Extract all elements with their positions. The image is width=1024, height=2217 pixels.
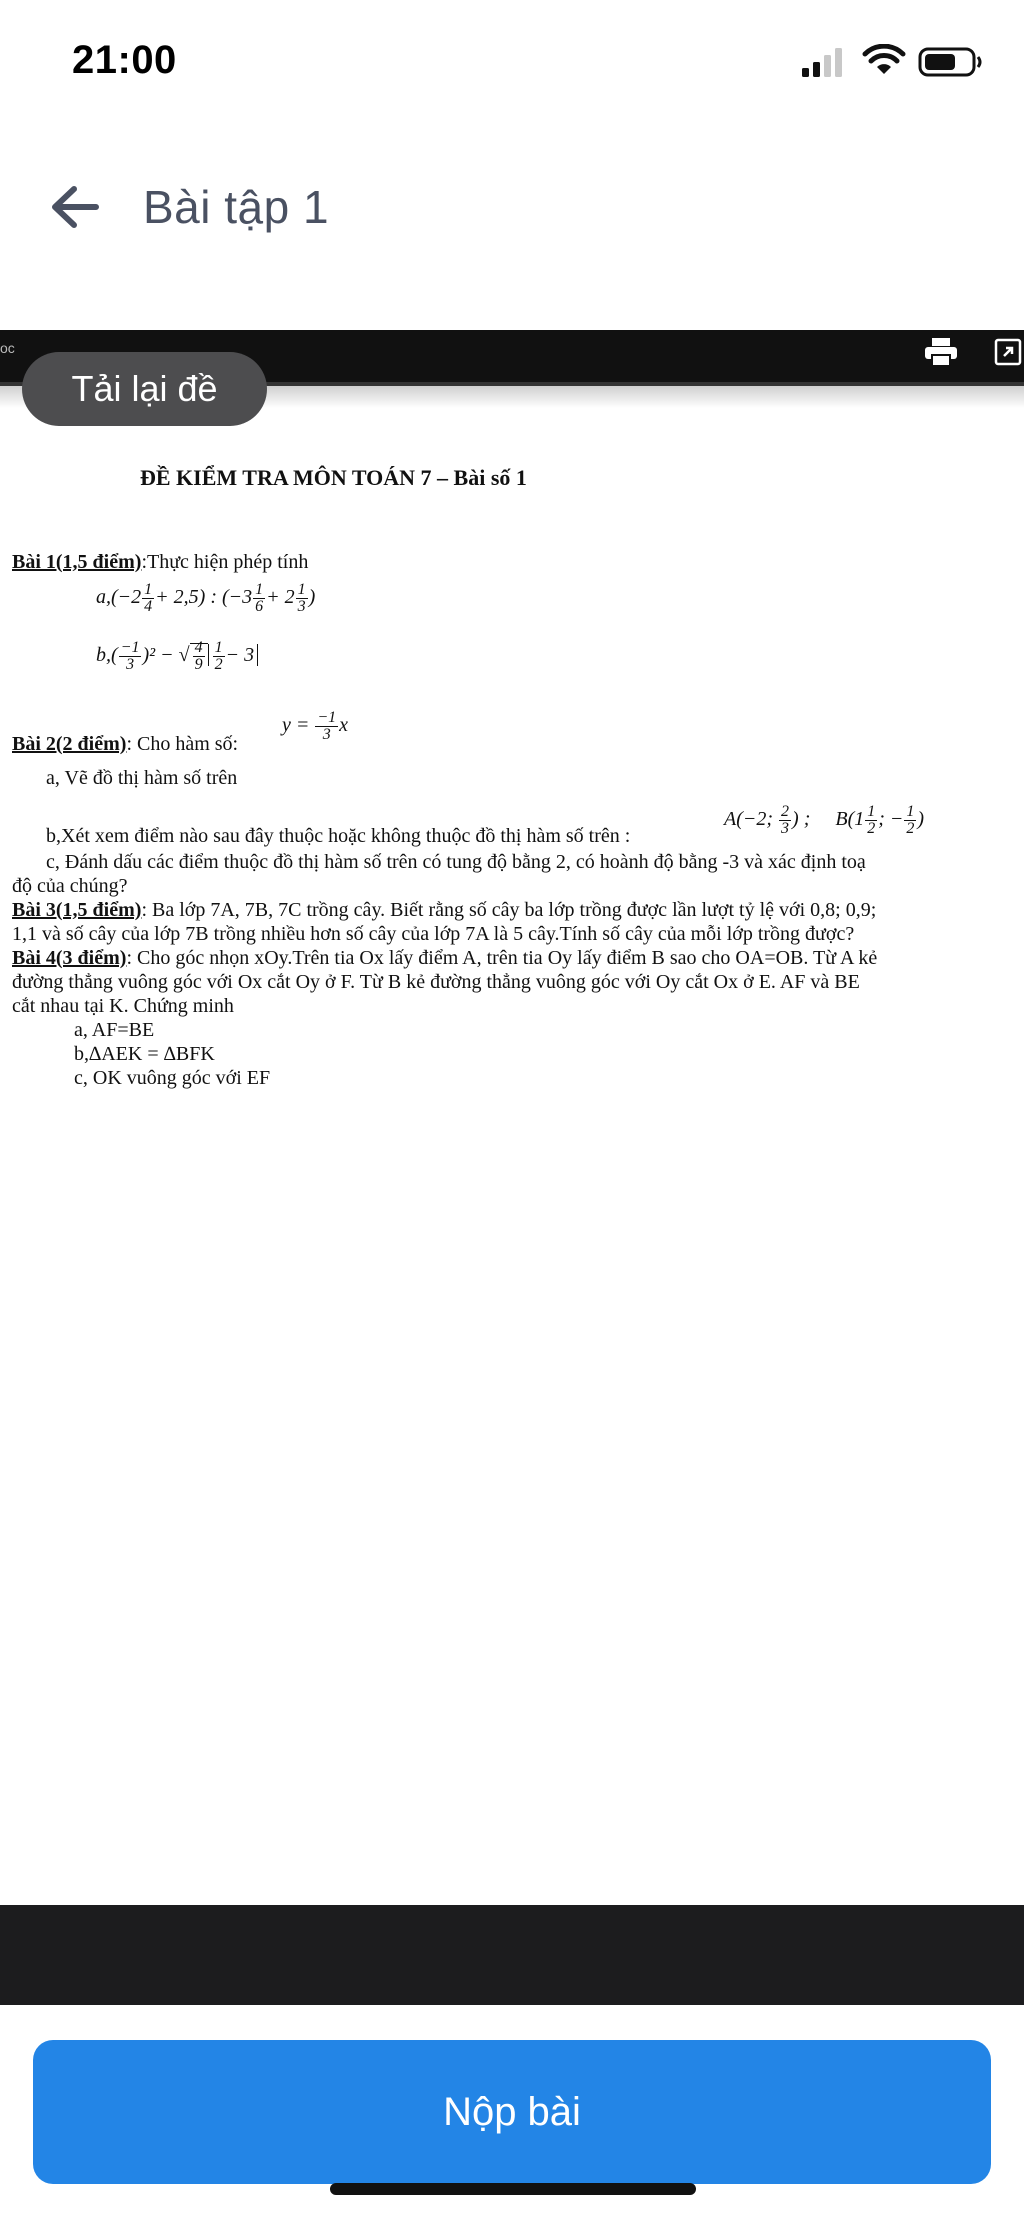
bai3-heading: Bài 3(1,5 điểm): [12, 899, 142, 921]
bai4-line1: [12, 946, 877, 970]
bai2-c2: độ của chúng?: [12, 875, 128, 897]
status-bar: [0, 0, 1024, 130]
bai2-a: a, Vẽ đồ thị hàm số trên: [46, 767, 238, 789]
reload-exam-button[interactable]: Tải lại đề: [22, 352, 267, 426]
bai1-expr-b: b,( $\frac{-1}{3}$ )² − √ $\frac{4}{9}$ $\frac{1}{2}$ − 3: [96, 640, 258, 673]
bai1-line: [12, 550, 308, 574]
bai2-b: b,Xét xem điểm nào sau đây thuộc hoặc không thuộc đồ thị hàm số trên :: [46, 825, 631, 847]
home-indicator: [330, 2183, 696, 2195]
back-arrow-icon[interactable]: [50, 185, 100, 229]
exam-document: [0, 400, 1024, 1900]
bai4-heading: Bài 4(3 điểm): [12, 947, 127, 969]
bai2-heading: Bài 2(2 điểm): [12, 733, 127, 755]
bai4-line3: cắt nhau tại K. Chứng minh: [12, 995, 234, 1017]
bai2-text: : Cho hàm số:: [126, 733, 239, 755]
bai3-line1: [12, 898, 876, 922]
bai4-c: c, OK vuông góc với EF: [74, 1067, 271, 1089]
bai1-a-prefix: a,: [96, 586, 111, 609]
wifi-icon: [862, 44, 906, 78]
bai1-text: :Thực hiện phép tính: [141, 551, 309, 573]
bai4-b: b,∆AEK = ∆BFK: [74, 1043, 215, 1065]
bai1-heading: Bài 1(1,5 điểm): [12, 551, 142, 573]
submit-button[interactable]: Nộp bài: [33, 2040, 991, 2184]
bai3-line2: 1,1 và số cây của lớp 7B trồng nhiều hơn số cây của lớp 7A là 5 cây.Tính số cây của mỗi lớp trồng được?: [12, 923, 855, 945]
battery-icon: [918, 46, 984, 78]
bai2-function: y = $\frac{-1}{3}$ x: [282, 709, 349, 743]
bai1-expr-a: a,(−2 $\frac{1}{4}$ + 2,5) : (−3 $\frac{1}{6}$ + 2 $\frac{1}{3}$ ): [96, 581, 316, 615]
signal-icon: [800, 46, 850, 78]
bai4-text1: : Cho góc nhọn xOy.Trên tia Ox lấy điểm A, trên tia Oy lấy điểm B sao cho OA=OB. Từ A kẻ: [126, 947, 878, 969]
bai4-line2: đường thẳng vuông góc với Ox cắt Oy ở F. Từ B kẻ đường thẳng vuông góc với Oy cắt Ox ở E. AF và BE: [12, 971, 860, 993]
pdf-bottom-band: [0, 1905, 1024, 2005]
page-title: Bài tập 1: [143, 181, 330, 233]
open-external-icon[interactable]: [994, 338, 1022, 366]
document-title: ĐỀ KIỂM TRA MÔN TOÁN 7 – Bài số 1: [140, 465, 527, 490]
status-time: 21:00: [72, 38, 177, 82]
bai1-b-prefix: b,: [96, 644, 111, 667]
bai2-line: [12, 732, 238, 756]
print-icon[interactable]: [924, 337, 958, 367]
bai2-points: A(−2; $\frac{2}{3}$ ) ; B(1 $\frac{1}{2}$ ; − $\frac{1}{2}$ ): [724, 803, 925, 837]
pdf-doc-name: oc: [0, 340, 15, 356]
bai3-text1: : Ba lớp 7A, 7B, 7C trồng cây. Biết rằng số cây ba lớp trồng được lần lượt tỷ lệ với 0,8; 0,9;: [141, 899, 877, 921]
bai4-a: a, AF=BE: [74, 1019, 155, 1041]
bai2-c1: c, Đánh dấu các điểm thuộc đồ thị hàm số trên có tung độ bằng 2, có hoành độ bằng -3 và xác định toạ: [46, 851, 866, 873]
